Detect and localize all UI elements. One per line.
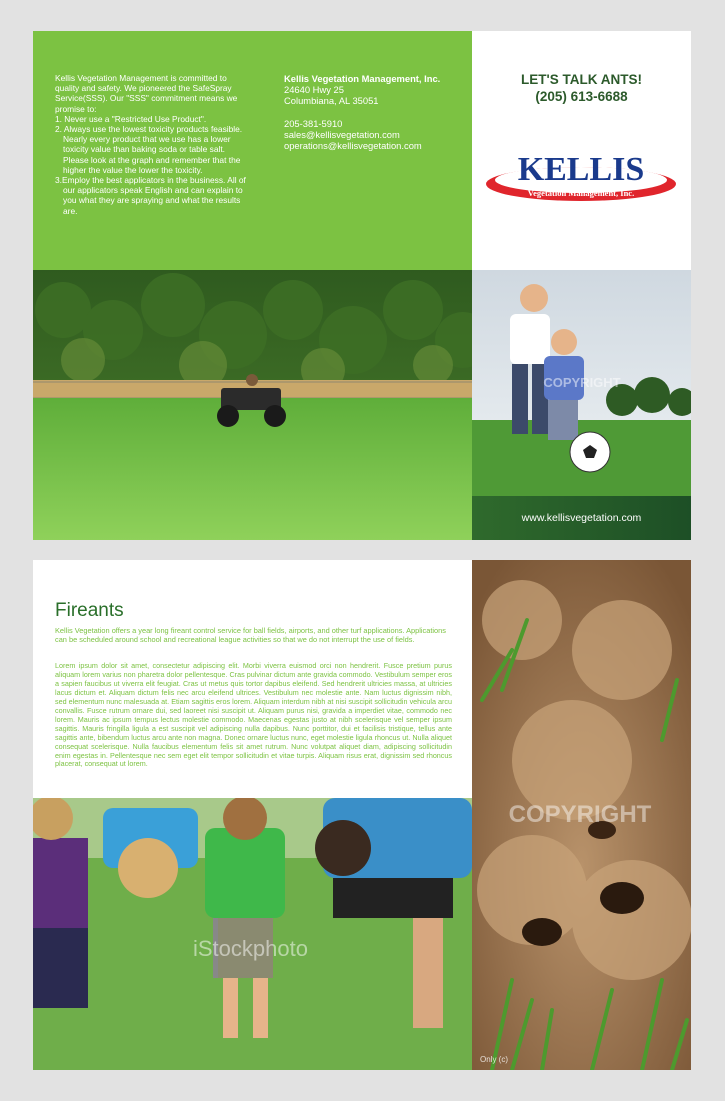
promise-item: 1. Never use a "Restricted Use Product". — [55, 113, 207, 124]
copyright-watermark: COPYRIGHT — [508, 801, 652, 828]
operations-email[interactable]: operations@kellisvegetation.com — [284, 140, 422, 152]
tagline-phone: (205) 613-6688 — [535, 89, 628, 104]
section-title: Fireants — [55, 600, 124, 621]
phone-number: 205-381-5910 — [284, 117, 343, 129]
company-name: Kellis Vegetation Management, Inc. — [284, 73, 441, 84]
contact-block — [284, 73, 469, 151]
logo-subtitle: Vegetation Management, Inc. — [527, 188, 635, 198]
istock-watermark: iStockphoto — [193, 936, 308, 961]
corner-note: Only (c) — [480, 1055, 508, 1064]
address-line: Columbiana, AL 35051 — [284, 95, 379, 107]
promise-item: 3.Employ the best applicators in the business. All of our applicators speak English and can explain to you what they are spraying and what the results are. — [55, 175, 246, 216]
tagline — [472, 71, 691, 105]
ant-mound-photo — [472, 560, 691, 1070]
fireants-text-panel — [33, 560, 472, 798]
family-inspecting-photo — [33, 798, 472, 1070]
front-cover-panel — [472, 31, 691, 270]
address-line: 24640 Hwy 25 — [284, 84, 344, 96]
kellis-logo — [484, 146, 679, 206]
website-band — [472, 496, 691, 540]
sales-email[interactable]: sales@kellisvegetation.com — [284, 128, 400, 140]
logo-wordmark: KELLIS — [517, 151, 645, 188]
promise-list — [55, 114, 250, 216]
promise-item: 2. Always use the lowest toxicity products feasible. Nearly every product that we use has a lower toxicity value than baking soda or table salt. Please look at the graph and remember that the higher the value the lower the toxicity. — [55, 124, 243, 175]
website-link[interactable]: www.kellisvegetation.com — [521, 512, 642, 524]
tagline-text: LET'S TALK ANTS! — [521, 72, 642, 87]
soccer-ball-icon — [570, 432, 610, 472]
front-info-panel — [33, 31, 472, 270]
field-tractor-photo — [33, 270, 472, 540]
fireants-body: Lorem ipsum dolor sit amet, consectetur adipiscing elit. Morbi viverra euismod orci non hendrerit. Fusce pretium purus aliquam lorem varius non pharetra dolor pellentesque. Cras pulvinar dictum ante gravida commodo. Vestibulum semper eros a sapien faucibus ut viverra elit feugiat. Cras ut metus quis tortor dapibus eleifend. Sed hendrerit ultricies massa, at ultricies lacus dictum et. Aliquam dictum felis nec arcu eleifend ultrices. Vestibulum nec molestie ante. Nam luctus dignissim nibh, sed elementum nunc malesuada at. Etiam sagittis eros lorem. Aliquam interdum nibh at nisi suscipit sollicitudin vehicula arcu convallis. Fusce rutrum ornare dui, sed laoreet nisi suscipit ut. Aliquam purus nisi, gravida a imperdiet vitae, commodo nec lorem. Mauris ac ipsum tempus lectus molestie commodo. Maecenas egestas justo at nibh scelerisque vel semper ipsum sagittis. Mauris fringilla ligula a est suscipit vel adipiscing nulla dapibus. Nunc porttitor, dui et facilisis tristique, tellus ante sagittis ante, bibendum luctus arcu ante non magna. Donec ornare luctus nunc, eget molestie ligula rhoncus ut. Nulla aliquet consequat scelerisque. Nulla faucibus elementum felis sit amet rutrum. Nunc volutpat aliquet diam, adipiscing sollicitudin enim egestas in. Pellentesque nec sem eget elit tempor sollicitudin et vitae turpis. Aliquam risus erat, dignissim sed rhoncus placerat, consequat ut lorem. — [55, 661, 452, 769]
copyright-watermark: COPYRIGHT — [543, 375, 621, 390]
commitment-text — [55, 73, 250, 216]
kids-soccer-photo — [472, 270, 691, 496]
fireants-intro: Kellis Vegetation offers a year long fireant control service for ball fields, airports, and other turf applications. Applications can be scheduled around school and recreational league activities so that we do not interrupt the use of fields. — [55, 626, 446, 645]
commitment-intro: Kellis Vegetation Management is committed to quality and safety. We pioneered the SafeSpray Service(SSS). Our "SSS" commitment means we promise to: — [55, 73, 238, 114]
